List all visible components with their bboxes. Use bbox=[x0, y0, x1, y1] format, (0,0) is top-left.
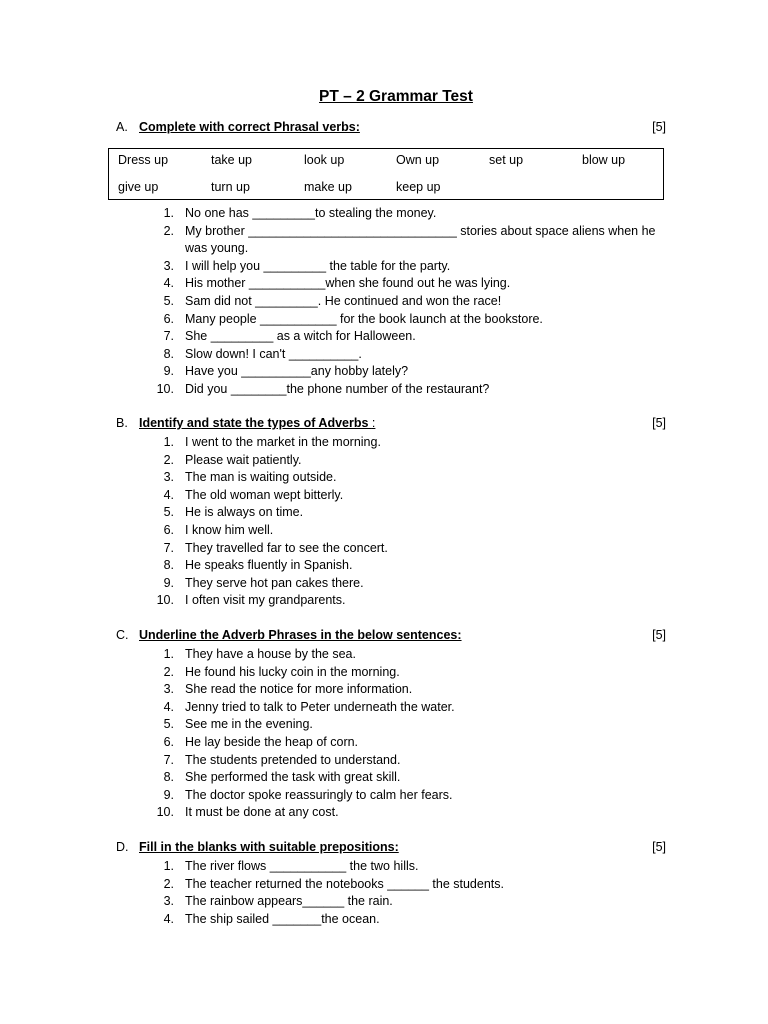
question-item: 9. Have you __________any hobby lately? bbox=[163, 364, 409, 379]
section-a-questions bbox=[145, 205, 665, 399]
section-a-header bbox=[116, 120, 666, 138]
question-item: 7. She _________ as a witch for Halloween. bbox=[163, 329, 416, 344]
word-option: give up bbox=[118, 180, 159, 194]
word-option: take up bbox=[211, 153, 253, 167]
section-heading: Identify and state the types of Adverbs : bbox=[139, 416, 376, 430]
question-item: 1. The river flows ___________ the two hills. bbox=[163, 859, 419, 873]
question-item: 5. He is always on time. bbox=[163, 505, 304, 520]
section-letter: D. bbox=[116, 840, 129, 854]
question-item: 4. Jenny tried to talk to Peter underneath the water. bbox=[163, 699, 455, 714]
section-marks: [5] bbox=[652, 628, 666, 642]
section-heading: Fill in the blanks with suitable prepositions: bbox=[139, 840, 399, 854]
section-letter: A. bbox=[116, 120, 128, 134]
word-option: blow up bbox=[582, 153, 626, 167]
question-item: 7. They travelled far to see the concert. bbox=[163, 540, 388, 555]
question-item: 6. Many people ___________ for the book launch at the bookstore. bbox=[163, 311, 543, 326]
question-item: 4. His mother ___________when she found out he was lying. bbox=[163, 276, 511, 291]
word-option: turn up bbox=[211, 180, 250, 194]
question-item: 8. She performed the task with great skill. bbox=[163, 770, 401, 785]
question-item: 6. I know him well. bbox=[163, 522, 274, 537]
question-item: 2. Please wait patiently. bbox=[163, 452, 302, 467]
question-item: 4. The old woman wept bitterly. bbox=[163, 487, 344, 502]
word-option: set up bbox=[489, 153, 524, 167]
question-item: 2. He found his lucky coin in the morning. bbox=[163, 664, 400, 679]
section-c-header bbox=[116, 628, 666, 646]
section-c-questions bbox=[145, 646, 665, 822]
question-item: 8. Slow down! I can't __________. bbox=[163, 346, 362, 361]
question-item: 2. My brother ______________________________ stories about space aliens when he was young. bbox=[163, 223, 656, 256]
word-option: keep up bbox=[396, 180, 441, 194]
question-item: 10. Did you ________the phone number of the restaurant? bbox=[156, 381, 490, 396]
question-item: 6. He lay beside the heap of corn. bbox=[163, 734, 359, 749]
word-option: Own up bbox=[396, 153, 440, 167]
question-item: 9. They serve hot pan cakes there. bbox=[163, 575, 364, 590]
word-option: Dress up bbox=[118, 153, 169, 167]
section-b-header bbox=[116, 416, 666, 434]
section-marks: [5] bbox=[652, 840, 666, 854]
section-heading: Complete with correct Phrasal verbs: bbox=[139, 120, 360, 134]
section-marks: [5] bbox=[652, 120, 666, 134]
word-option: make up bbox=[304, 180, 352, 194]
question-item: 10. I often visit my grandparents. bbox=[156, 593, 346, 608]
section-letter: C. bbox=[116, 628, 129, 642]
section-d-questions bbox=[145, 858, 665, 928]
section-letter: B. bbox=[116, 416, 128, 430]
question-item: 3. The rainbow appears______ the rain. bbox=[163, 894, 393, 909]
question-item: 9. The doctor spoke reassuringly to calm her fears. bbox=[163, 787, 453, 802]
question-item: 1. They have a house by the sea. bbox=[163, 647, 356, 661]
section-b-questions bbox=[145, 434, 665, 610]
question-item: 8. He speaks fluently in Spanish. bbox=[163, 558, 353, 573]
section-d-header bbox=[116, 840, 666, 858]
question-item: 7. The students pretended to understand. bbox=[163, 752, 401, 767]
word-option: look up bbox=[304, 153, 345, 167]
question-item: 4. The ship sailed _______the ocean. bbox=[163, 911, 380, 926]
section-marks: [5] bbox=[652, 416, 666, 430]
question-item: 2. The teacher returned the notebooks ______ the students. bbox=[163, 876, 504, 891]
section-heading: Underline the Adverb Phrases in the below sentences: bbox=[139, 628, 462, 642]
question-item: 10. It must be done at any cost. bbox=[156, 805, 339, 820]
question-item: 5. Sam did not _________. He continued and won the race! bbox=[163, 293, 502, 308]
question-item: 1. No one has _________to stealing the money. bbox=[163, 206, 437, 220]
question-item: 5. See me in the evening. bbox=[163, 717, 313, 732]
question-item: 3. She read the notice for more information. bbox=[163, 682, 413, 697]
question-item: 3. The man is waiting outside. bbox=[163, 470, 337, 485]
phrasal-verb-word-box bbox=[108, 148, 664, 200]
page-title: PT – 2 Grammar Test bbox=[319, 88, 473, 105]
question-item: 1. I went to the market in the morning. bbox=[163, 435, 381, 449]
question-item: 3. I will help you _________ the table for the party. bbox=[163, 258, 451, 273]
